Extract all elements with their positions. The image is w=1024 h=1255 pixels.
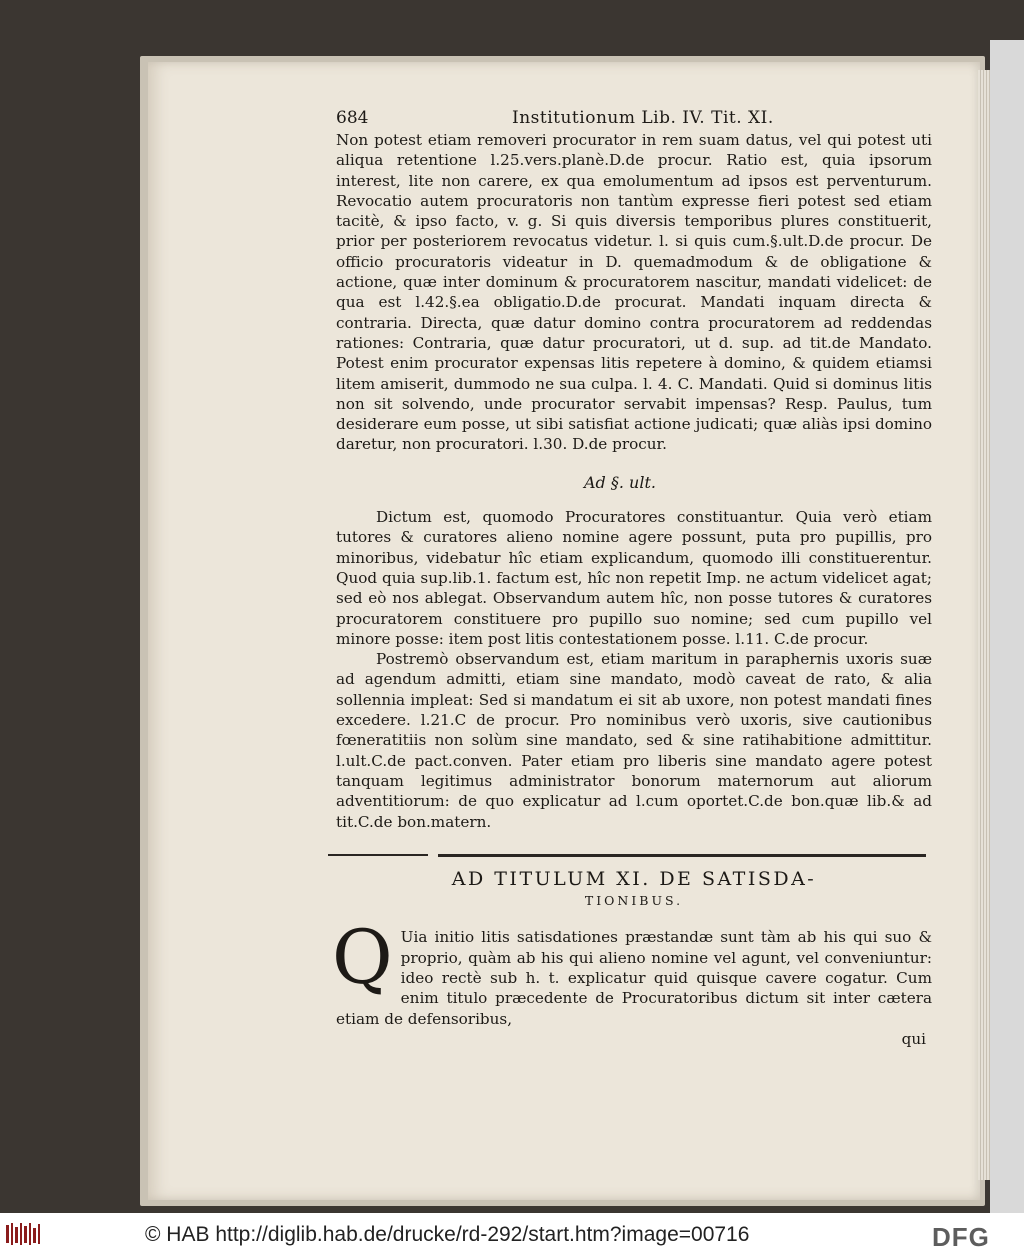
page-number: 684	[336, 108, 369, 128]
running-head: Institutionum Lib. IV. Tit. XI.	[512, 108, 774, 128]
paragraph: Non potest etiam removeri procurator in rem suam datus, vel qui potest uti aliqua retentione l.25.vers.planè.D.de procur. Ratio est, quia ipsorum interest, lite non carere, ex qua emolumentum ad ipsos est perventurum. Revocatio autem procuratoris non tantùm expresse fieri potest sed etiam tacitè, & ipso facto, v. g. Si quis diversis temporibus plures constituerit, prior per posteriorem revocatus videtur. l. si quis cum.§.ult.D.de procur. De officio procuratoris videatur in D. quemadmodum & de obligatione & actione, quæ inter dominum & procuratorem nascitur, mandati videlicet: de qua est l.42.§.ea obligatio.D.de procurat. Mandati inquam directa & contraria. Directa, quæ datur domino contra procuratorem ad reddendas rationes: Contraria, quæ datur procuratori, ut d. sup. ad tit.de Mandato. Potest enim procurator expensas litis repetere à domino, & quidem etiamsi litem amiserit, dummodo ne sua culpa. l. 4. C. Mandati. Quid si dominus litis non sit solvendo, unde procurator servabit impensas? Resp. Paulus, tum desiderare eum posse, ut sibi satisfiat actione judicati; quæ aliàs ipsi domino daretur, non procuratori. l.30. D.de procur.	[336, 131, 932, 454]
section-heading: Ad §. ult.	[584, 472, 656, 492]
copyright-link[interactable]: © HAB http://diglib.hab.de/drucke/rd-292/start.htm?image=00716	[145, 1223, 750, 1246]
chapter-title-continued: TIONIBUS.	[584, 893, 684, 909]
dfg-logo: DFG	[932, 1222, 990, 1252]
catchword: qui	[901, 1029, 926, 1048]
page-text	[332, 108, 932, 1049]
hab-barcode-logo-icon	[6, 1223, 44, 1245]
drop-cap: Q	[332, 915, 393, 1002]
scan-edge-strip	[990, 40, 1024, 1213]
footer-bar	[0, 1213, 1024, 1255]
chapter-title: AD TITULUM XI. DE SATISDA-	[451, 867, 817, 890]
opening-paragraph	[332, 915, 932, 1028]
paragraph: Dictum est, quomodo Procuratores constituantur. Quia verò etiam tutores & curatores alieno nomine agere possunt, puta pro pupillis, pro minoribus, videbatur hîc etiam explicandum, quomodo illi constituerentur. Quod quia sup.lib.1. factum est, hîc non repetit Imp. ne actum videlicet agat; sed eò nos ablegat. Observandum autem hîc, non posse tutores & curatores procuratorem constituere pro pupillo suo nomine; sed cum pupillo vel minore posse: item post litis contestationem posse. l.11. C.de procur.	[336, 508, 932, 648]
section-rule	[328, 854, 926, 857]
page-header	[336, 108, 932, 130]
paragraph: Uia initio litis satisdationes præstandæ sunt tàm ab his qui suo & proprio, quàm ab his qui alieno nomine vel agunt, vel conveniuntur: ideo rectè sub h. t. explicatur quid quisque cavere cogatur. Cum enim titulo præcedente de Procuratoribus dictum sit inter cætera etiam de defensoribus,	[336, 928, 932, 1028]
page-edges	[978, 70, 990, 1180]
paragraph: Postremò observandum est, etiam maritum in paraphernis uxoris suæ ad agendum admitti, etiam sine mandato, modò caveat de rato, & alia sollennia impleat: Sed si mandatum ei sit ab uxore, non potest mandati fines excedere. l.21.C de procur. Pro nominibus verò uxoris, sive cautionibus fœneratitiis non solùm sine mandato, sed & sine ratihabitione admittitur. l.ult.C.de pact.conven. Pater etiam pro liberis sine mandato agere potest tanquam legitimus administrator bonorum maternorum aut aliorum adventitiorum: de quo explicatur ad l.cum oportet.C.de bon.quæ lib.& ad tit.C.de bon.matern.	[336, 650, 932, 831]
